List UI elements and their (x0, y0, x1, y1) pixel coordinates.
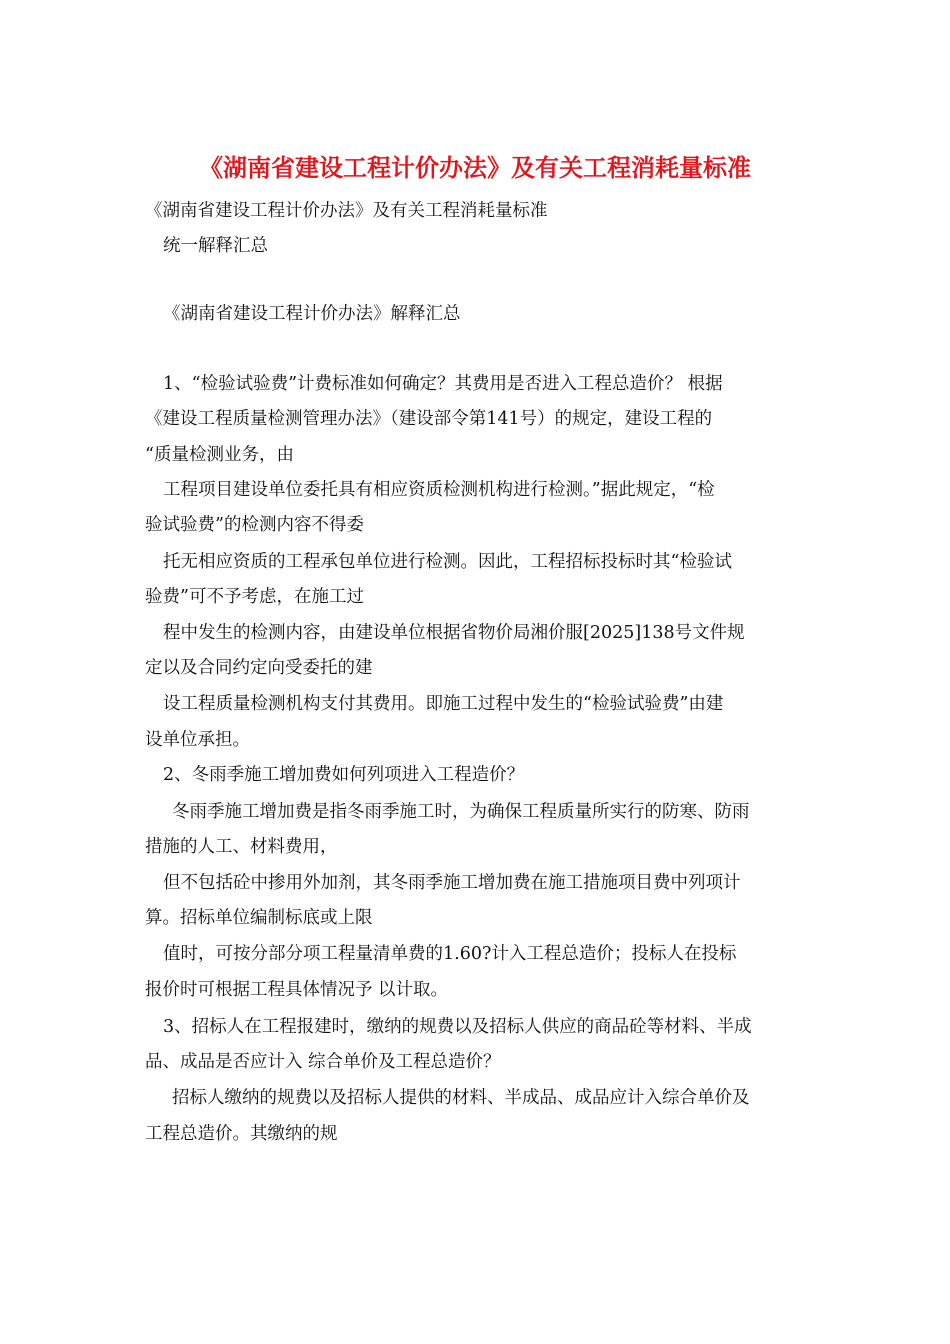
paragraph-line: 工程项目建设单位委托具有相应资质检测机构进行检测。”据此规定，“检 (163, 480, 715, 500)
paragraph-line: 验试验费”的检测内容不得委 (145, 515, 364, 535)
paragraph-line: 招标人缴纳的规费以及招标人提供的材料、半成品、成品应计入综合单价及 (172, 1088, 750, 1108)
paragraph-line: 措施的人工、材料费用， (145, 837, 338, 857)
paragraph-line: 1、“检验试验费”计费标准如何确定？其费用是否进入工程总造价？ 根据 (163, 374, 723, 394)
paragraph-line: “质量检测业务，由 (145, 445, 294, 465)
paragraph-line: 定以及合同约定向受委托的建 (145, 658, 373, 678)
paragraph-line: 算。招标单位编制标底或上限 (145, 908, 373, 928)
question-line: 3、招标人在工程报建时，缴纳的规费以及招标人供应的商品砼等材料、半成 (163, 1017, 752, 1037)
paragraph-line: 程中发生的检测内容，由建设单位根据省物价局湘价服[2025]138号文件规 (163, 623, 745, 643)
subtitle-line: 《湖南省建设工程计价办法》及有关工程消耗量标准 (145, 201, 548, 221)
paragraph-line: 但不包括砼中掺用外加剂，其冬雨季施工增加费在施工措施项目费中列项计 (163, 873, 741, 893)
question-line: 2、冬雨季施工增加费如何列项进入工程造价？ (163, 765, 525, 785)
subtitle-line: 统一解释汇总 (163, 236, 268, 256)
paragraph-line: 设单位承担。 (145, 730, 250, 750)
section-heading: 《湖南省建设工程计价办法》解释汇总 (163, 304, 461, 324)
paragraph-line: 《建设工程质量检测管理办法》（建设部令第141号）的规定，建设工程的 (145, 409, 713, 429)
paragraph-line: 报价时可根据工程具体情况予 以计取。 (145, 980, 449, 1000)
paragraph-line: 设工程质量检测机构支付其费用。即施工过程中发生的“检验试验费”由建 (163, 694, 724, 714)
question-line: 品、成品是否应计入 综合单价及工程总造价？ (145, 1052, 501, 1072)
paragraph-line: 验费”可不予考虑，在施工过 (145, 587, 364, 607)
paragraph-line: 值时，可按分部分项工程量清单费的1.60?计入工程总造价；投标人在投标 (163, 944, 737, 964)
paragraph-line: 托无相应资质的工程承包单位进行检测。因此，工程招标投标时其“检验试 (163, 552, 732, 572)
paragraph-line: 冬雨季施工增加费是指冬雨季施工时，为确保工程质量所实行的防寒、防雨 (172, 802, 750, 822)
document-title: 《湖南省建设工程计价办法》及有关工程消耗量标准 (199, 153, 751, 182)
paragraph-line: 工程总造价。其缴纳的规 (145, 1124, 338, 1144)
